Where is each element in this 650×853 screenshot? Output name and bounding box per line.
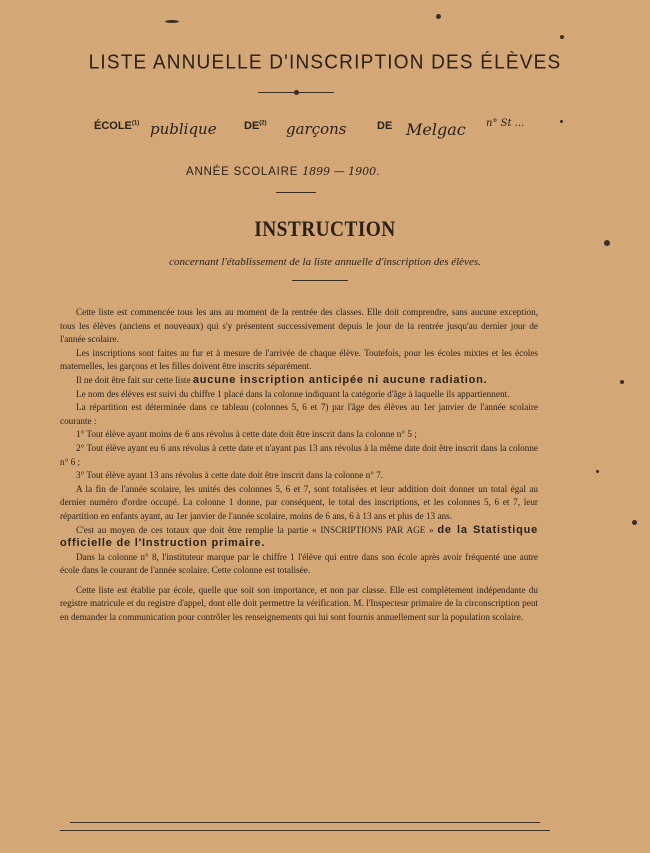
de1-label — [244, 120, 267, 132]
de2-handwritten-extra: n° St ... — [486, 118, 525, 129]
school-line — [94, 114, 554, 138]
paragraph: Cette liste est commencée tous les ans au moment de la rentrée des classes. Elle doit comprendre, sans aucune exception, tous les élèves (anciens et nouveaux) qui s'y présentent successivement depuis le jour de la rentrée jusqu'au dernier jour de l'année scolaire. — [60, 307, 538, 345]
paragraph: Cette liste est établie par école, quelle que soit son importance, et non par classe. Elle est complètement indépendante du registre matricule et du registre d'appel, dont elle doit permettre la vérification. M. l'Inspecteur primaire de la circonscription peut en demander la communication pour contrôler les renseignements qui lui sont fournis annuellement sur la population scolaire. — [60, 584, 538, 623]
ecole-label — [94, 120, 139, 132]
ecole-handwritten: publique — [150, 120, 217, 138]
paragraph: 2° Tout élève ayant eu 6 ans révolus à cette date et n'ayant pas 13 ans révolus à la même date doit être inscrit dans la colonne n° 6 ; — [60, 442, 538, 467]
paragraph: La répartition est déterminée dans ce tableau (colonnes 5, 6 et 7) par l'âge des élèves au 1er janvier de l'année scolaire courante : — [60, 402, 538, 426]
annee-label: ANNÉE SCOLAIRE — [186, 166, 299, 178]
radiation-text: Il ne doit être fait sur cette liste — [76, 374, 191, 385]
statistique-paragraph — [60, 524, 538, 551]
instruction-heading: INSTRUCTION — [254, 216, 396, 241]
scan-speck — [596, 470, 599, 473]
paragraph: A la fin de l'année scolaire, les unités des colonnes 5, 6 et 7, sont totalisées et leur addition doit donner un total égal au dernier numéro d'ordre occupé. La colonne 1 donne, par conséquent, le total des inscriptions, et les colonnes 5, 6 et 7, leur répartition en enfants ayant, au 1er janvier de l'année scolaire, moins de 6 ans, 6 à 13 ans et plus de 13 ans. — [60, 483, 538, 521]
document-title: LISTE ANNUELLE D'INSCRIPTION DES ÉLÈVES — [88, 51, 562, 74]
instruction-subtitle: concernant l'établissement de la liste annuelle d'inscription des élèves. — [169, 256, 481, 268]
annee-scolaire-line — [186, 165, 380, 178]
de1-handwritten: garçons — [286, 120, 347, 138]
paragraph: 1° Tout élève ayant moins de 6 ans révolus à cette date doit être inscrit dans la colonne n° 5 ; — [76, 429, 417, 440]
bottom-rule-2 — [60, 830, 550, 831]
scan-speck — [436, 14, 441, 19]
ecole-label-text: ÉCOLE — [94, 120, 132, 132]
paragraph: Dans la colonne n° 8, l'instituteur marque par le chiffre 1 l'élève qui entre dans son école après avoir fréquenté une autre école dans le courant de l'année scolaire. Cette colonne est totalisée. — [60, 551, 538, 576]
title-ornament-rule — [258, 92, 334, 93]
statistique-text: C'est au moyen de ces totaux que doit être remplie la partie « INSCRIPTIONS PAR AGE » — [76, 524, 434, 535]
de2-handwritten: Melgac — [406, 120, 466, 139]
subtitle-rule — [292, 280, 348, 281]
scan-speck — [560, 120, 563, 123]
radiation-paragraph — [60, 374, 538, 388]
de1-label-text: DE — [244, 120, 260, 132]
radiation-emphasis: aucune inscription anticipée ni aucune radiation. — [192, 373, 488, 386]
scan-speck — [604, 240, 610, 246]
paragraph: Les inscriptions sont faites au fur et à mesure de l'arrivée de chaque élève. Toutefois, pour les écoles mixtes et les écoles maternelles, les garçons et les filles doivent être inscrits séparément. — [60, 347, 538, 372]
scan-speck — [165, 20, 179, 23]
scan-speck — [620, 380, 624, 384]
scan-speck — [560, 35, 564, 39]
de2-label: DE — [377, 120, 393, 132]
paragraph: 3° Tout élève ayant 13 ans révolus à cette date doit être inscrit dans la colonne n° 7. — [76, 470, 384, 481]
instruction-body — [60, 306, 538, 625]
ecole-footnote-mark: (1) — [131, 120, 140, 127]
de1-footnote-mark: (2) — [259, 120, 267, 127]
statistique-emphasis: de la Statistique officielle de l'Instruction primaire. — [60, 523, 539, 550]
paragraph: Le nom des élèves est suivi du chiffre 1 placé dans la colonne indiquant la catégorie d'âge à laquelle ils appartiennent. — [76, 388, 510, 399]
bottom-rule-1 — [70, 822, 540, 823]
scan-speck — [632, 520, 637, 525]
annee-handwritten: 1899 — 1900. — [302, 165, 380, 178]
annee-rule — [276, 192, 316, 193]
